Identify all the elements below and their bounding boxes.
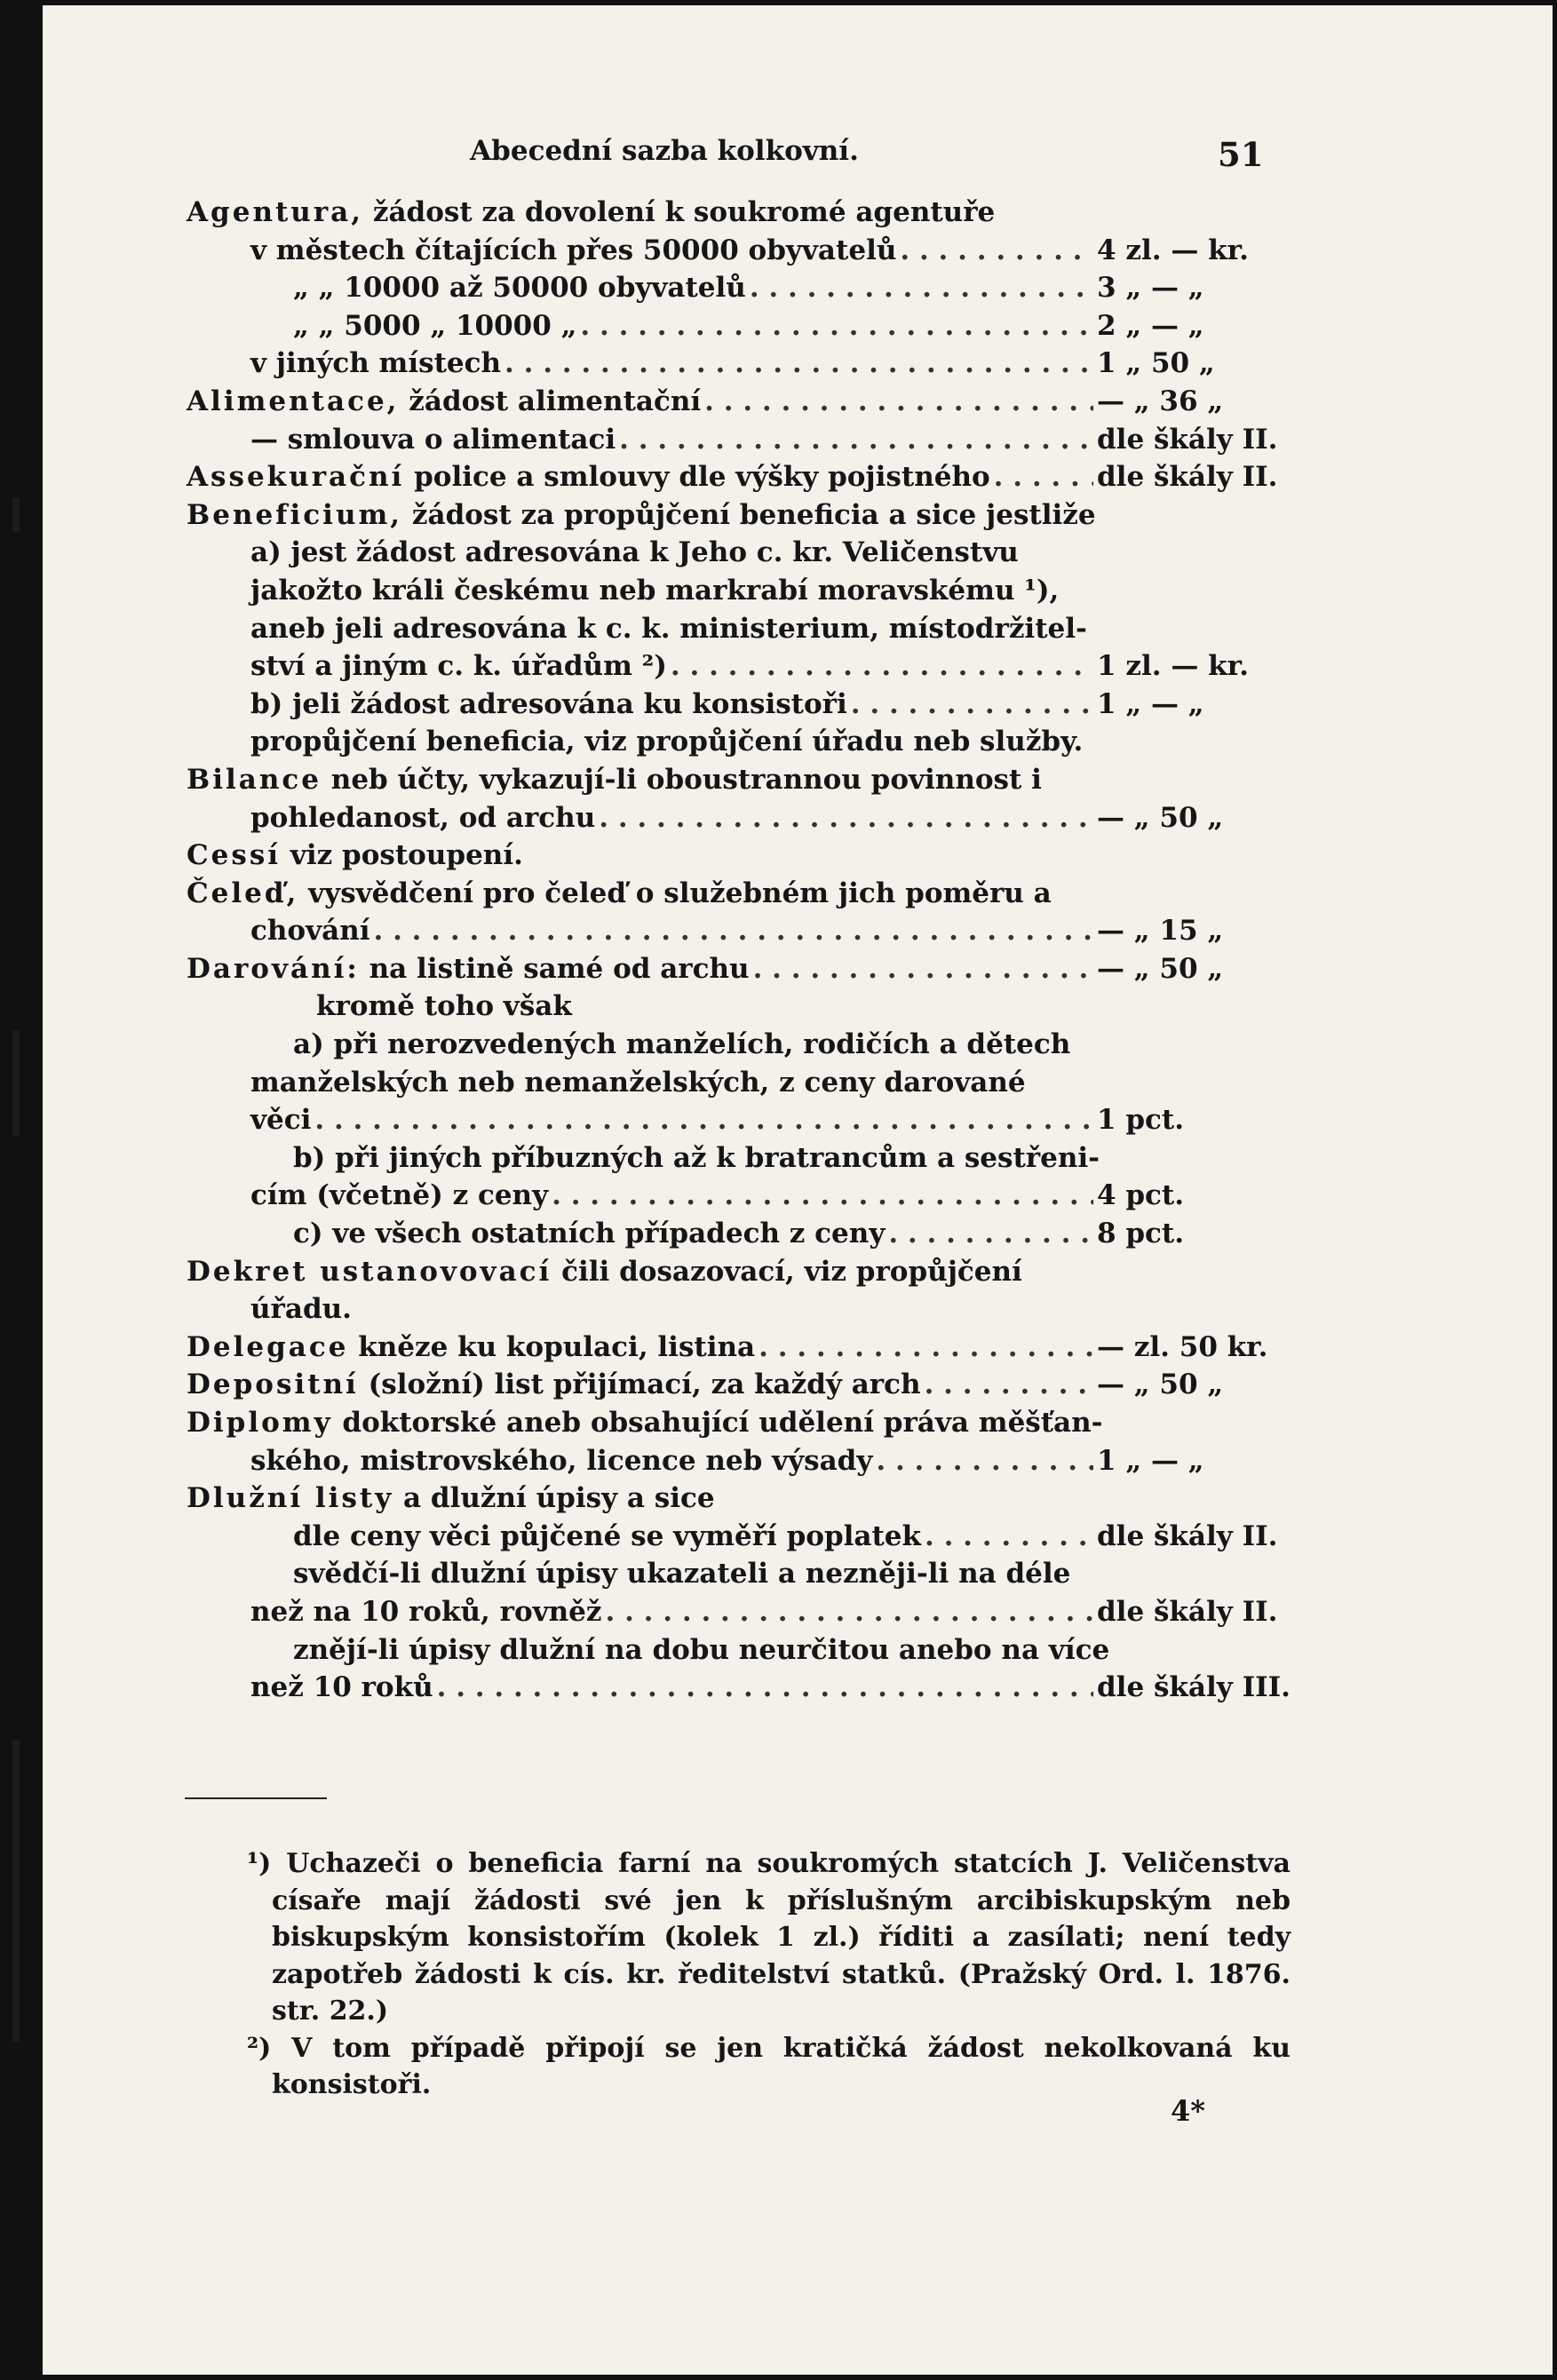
dot-leader <box>374 912 1093 950</box>
entry-line <box>187 610 1288 648</box>
dot-leader <box>704 383 1093 421</box>
entry-text <box>187 1253 1022 1291</box>
entry-description: chování <box>250 915 370 948</box>
entry-line <box>187 1253 1288 1291</box>
footnote <box>247 2030 1291 2104</box>
entry-headword: Darování: <box>187 952 360 985</box>
entry-description: znějí-li úpisy dlužní na dobu neurčitou anebo na více <box>293 1633 1110 1666</box>
entry-description: „ „ 5000 „ 10000 „ <box>293 309 577 342</box>
entry-description: „ „ 10000 až 50000 obyvatelů <box>293 272 746 305</box>
entry-description: cím (včetně) z ceny <box>250 1179 549 1212</box>
entry-amount: dle škály II. <box>1097 1519 1278 1552</box>
entry-description: c) ve všech ostatních případech z ceny <box>293 1218 886 1250</box>
entry-description: věci <box>250 1104 312 1137</box>
entry-text <box>293 1139 1100 1178</box>
entry-text <box>293 1631 1109 1670</box>
footnotes <box>247 1845 1291 2104</box>
footnote-text: Uchazeči o beneficia farní na soukromých statcích J. Veličenstva císaře mají žádosti své jen k příslušným arcibiskupským neb biskupským konsistořím (kolek 1 zl.) říditi a zasílati; není tedy zapotřeb žádosti k cís. kr. ředitelství statků. (Pražský Ord. l. 1876. str. 22.) <box>271 1848 1291 2027</box>
dot-leader <box>876 1442 1093 1480</box>
scan-edge-mark <box>12 1741 20 2043</box>
entry-headword: Delegace <box>187 1330 349 1363</box>
scan-edge-mark <box>12 1030 20 1137</box>
book-page <box>43 5 1553 2375</box>
dot-leader <box>759 1329 1093 1367</box>
dot-leader <box>619 421 1093 459</box>
entry-line <box>187 1555 1288 1593</box>
footnote-mark: ¹) <box>247 1848 272 1879</box>
entry-description: manželských neb nemanželských, z ceny darované <box>250 1066 1026 1099</box>
entry-text <box>187 761 1042 799</box>
entry-text <box>293 1518 921 1556</box>
entry-text <box>187 837 523 875</box>
entry-description: vysvědčení pro čeleď o služebném jich poměru a <box>298 877 1052 909</box>
dot-leader <box>671 647 1093 686</box>
entry-text <box>187 1480 715 1518</box>
entry-line <box>187 1480 1288 1518</box>
entry-description: na listině samé od archu <box>359 952 750 985</box>
dot-leader <box>437 1669 1093 1707</box>
entry-amount: 3 „ — „ <box>1097 272 1204 305</box>
signature-mark: 4* <box>1171 2094 1205 2128</box>
entry-line <box>187 1329 1288 1367</box>
entry-line <box>187 232 1288 270</box>
entry-line <box>187 1139 1288 1178</box>
entry-text <box>187 194 995 232</box>
entry-description: úřadu. <box>250 1293 352 1326</box>
entry-text <box>250 1101 311 1139</box>
page-number: 51 <box>1218 135 1264 174</box>
entry-text <box>293 1555 1070 1593</box>
entry-headword: Agentura, <box>187 196 364 228</box>
entry-text <box>293 269 746 307</box>
entry-headword: Dlužní listy <box>187 1482 394 1515</box>
entry-headword: Bilance <box>187 763 322 796</box>
entry-amount: dle škály II. <box>1097 461 1278 494</box>
entry-line <box>187 799 1288 837</box>
entry-description: dle ceny věci půjčené se vyměří poplatek <box>293 1519 922 1552</box>
entry-amount: — „ 50 „ <box>1097 952 1224 985</box>
entry-line <box>187 1177 1288 1215</box>
entry-headword: Diplomy <box>187 1407 333 1439</box>
scan-edge-mark <box>12 497 20 533</box>
entry-amount: dle škály II. <box>1097 1595 1278 1628</box>
dot-leader <box>580 307 1093 345</box>
entry-line <box>187 458 1288 496</box>
entry-line <box>187 1593 1288 1631</box>
entry-description: (složní) list přijímací, za každý arch <box>358 1368 921 1401</box>
entry-text <box>187 1329 755 1367</box>
entry-line <box>187 761 1288 799</box>
entry-line <box>187 345 1288 383</box>
dot-leader <box>994 458 1093 496</box>
entry-line <box>187 875 1288 913</box>
entry-amount: 1 pct. <box>1097 1104 1185 1137</box>
dot-leader <box>606 1593 1093 1631</box>
entry-description: v jiných místech <box>250 347 502 380</box>
footnote-rule <box>185 1797 327 1799</box>
entry-headword: Assekurační <box>187 461 405 494</box>
entry-description: jakožto králi českému neb markrabí moravskému ¹), <box>250 574 1060 607</box>
entry-line <box>187 912 1288 950</box>
entry-line <box>187 1101 1288 1139</box>
entry-line <box>187 723 1288 761</box>
entry-text <box>187 950 750 988</box>
entry-line <box>187 1404 1288 1442</box>
entry-description: ství a jiným c. k. úřadům ²) <box>250 650 667 683</box>
entry-text <box>187 496 1096 535</box>
dot-leader <box>552 1177 1093 1215</box>
entry-description: žádost za dovolení k soukromé agentuře <box>363 196 996 228</box>
entry-text <box>250 610 1087 648</box>
entry-text <box>293 1215 885 1253</box>
entry-description: než 10 roků <box>250 1671 433 1704</box>
entry-text <box>250 1290 352 1329</box>
entry-text <box>250 534 1019 572</box>
entry-description: žádost za propůjčení beneficia a sice jestliže <box>402 498 1096 531</box>
dot-leader <box>851 686 1093 724</box>
footnote-text: V tom případě připojí se jen kratičká žádost nekolkovaná ku konsistoři. <box>271 2032 1291 2100</box>
entry-line <box>187 534 1288 572</box>
entry-amount: 1 zl. — kr. <box>1097 650 1249 683</box>
entry-description: svědčí-li dlužní úpisy ukazateli a nezněji-li na déle <box>293 1558 1071 1591</box>
entry-description: žádost alimentační <box>399 385 702 417</box>
entry-text <box>250 572 1059 610</box>
footnote-mark: ²) <box>247 2032 272 2064</box>
entry-description: — smlouva o alimentaci <box>250 423 616 456</box>
entry-amount: — zl. 50 kr. <box>1097 1330 1268 1363</box>
running-header <box>43 135 1286 174</box>
entry-headword: Alimentace, <box>187 385 400 417</box>
entry-description: pohledanost, od archu <box>250 801 596 834</box>
entry-headword: Beneficium, <box>187 498 403 531</box>
dot-leader <box>753 950 1093 988</box>
entry-description: ského, mistrovského, licence neb výsady <box>250 1444 873 1477</box>
entry-description: a) jest žádost adresována k Jeho c. kr. Veličenstvu <box>250 536 1019 569</box>
entry-text <box>250 723 1083 761</box>
entry-description: aneb jeli adresována k c. k. ministerium, místodržitel- <box>250 612 1087 645</box>
entry-amount: — „ 15 „ <box>1097 915 1224 948</box>
entry-text <box>250 232 896 270</box>
entry-line <box>187 496 1288 535</box>
entry-text <box>293 1026 1070 1064</box>
dot-leader <box>925 1518 1093 1556</box>
entry-text <box>187 875 1052 913</box>
entry-line <box>187 1518 1288 1556</box>
entry-amount: dle škály II. <box>1097 423 1278 456</box>
entry-amount: 1 „ — „ <box>1097 1444 1204 1477</box>
entry-description: b) při jiných příbuzných až k bratrancům a sestřeni- <box>293 1141 1100 1174</box>
entry-line <box>187 1064 1288 1102</box>
entry-line <box>187 572 1288 610</box>
entry-text <box>250 799 595 837</box>
entry-line <box>187 1215 1288 1253</box>
entry-text <box>250 1669 433 1707</box>
entry-line <box>187 421 1288 459</box>
entry-line <box>187 194 1288 232</box>
entry-text <box>250 1442 872 1480</box>
entry-text <box>187 383 701 421</box>
entry-text <box>293 307 576 345</box>
dot-leader <box>314 1101 1093 1139</box>
entry-line <box>187 647 1288 686</box>
entry-description: police a smlouvy dle výšky pojistného <box>404 461 990 494</box>
entry-amount: 1 „ 50 „ <box>1097 347 1215 380</box>
entry-text <box>250 647 667 686</box>
dot-leader <box>504 345 1093 383</box>
entry-headword: Depositní <box>187 1368 359 1401</box>
entry-text <box>250 1064 1026 1102</box>
entry-line <box>187 988 1288 1026</box>
entry-line <box>187 1669 1291 1707</box>
entry-amount: 1 „ — „ <box>1097 687 1204 720</box>
entry-text <box>250 421 616 459</box>
entry-description: v městech čítajících přes 50000 obyvatelů <box>250 234 897 266</box>
entry-text <box>250 912 370 950</box>
entry-description: b) jeli žádost adresována ku konsistoři <box>250 687 847 720</box>
entry-line <box>187 269 1288 307</box>
entry-text <box>187 1366 921 1404</box>
entry-amount: 8 pct. <box>1097 1218 1185 1250</box>
entry-line <box>187 1290 1288 1329</box>
dot-leader <box>900 232 1093 270</box>
entry-headword: Čeleď, <box>187 877 299 909</box>
entry-description: a) při nerozvedených manželích, rodičích a dětech <box>293 1028 1071 1061</box>
entry-text <box>250 1177 548 1215</box>
dot-leader <box>599 799 1093 837</box>
entry-line <box>187 686 1288 724</box>
entry-text <box>187 1404 1103 1442</box>
entry-line <box>187 1442 1288 1480</box>
entry-amount: — „ 50 „ <box>1097 801 1224 834</box>
entry-description: doktorské aneb obsahující udělení práva měšťan- <box>332 1407 1103 1439</box>
header-title: Abecední sazba kolkovní. <box>470 135 859 167</box>
dot-leader <box>750 269 1093 307</box>
entry-description: viz postoupení. <box>281 839 523 872</box>
entry-headword: Dekret ustanovovací <box>187 1255 552 1288</box>
entry-text <box>250 1593 602 1631</box>
entry-line <box>187 1026 1288 1064</box>
entry-description: kněze ku kopulaci, listina <box>348 1330 756 1363</box>
entry-amount: — „ 50 „ <box>1097 1368 1224 1401</box>
entry-line <box>187 950 1288 988</box>
entry-line <box>187 1631 1288 1670</box>
entry-text <box>316 988 572 1026</box>
entry-text <box>250 345 501 383</box>
entry-line <box>187 1366 1288 1404</box>
entry-description: a dlužní úpisy a sice <box>393 1482 715 1515</box>
entry-description: než na 10 roků, rovněž <box>250 1595 602 1628</box>
entry-headword: Cessí <box>187 839 282 872</box>
entry-amount: — „ 36 „ <box>1097 385 1224 417</box>
entry-line <box>187 383 1288 421</box>
dot-leader <box>925 1366 1093 1404</box>
entry-line <box>187 307 1288 345</box>
entry-amount: 2 „ — „ <box>1097 309 1204 342</box>
entry-description: propůjčení beneficia, viz propůjčení úřadu neb služby. <box>250 726 1084 758</box>
entry-amount: dle škály III. <box>1097 1671 1291 1704</box>
entry-description: kromě toho však <box>316 990 572 1023</box>
entry-text <box>250 686 847 724</box>
entry-text <box>187 458 990 496</box>
footnote <box>247 1845 1291 2030</box>
entry-amount: 4 pct. <box>1097 1179 1185 1212</box>
dot-leader <box>888 1215 1093 1253</box>
entry-description: neb účty, vykazují-li oboustrannou povinnost i <box>321 763 1042 796</box>
entry-amount: 4 zl. — kr. <box>1097 234 1249 266</box>
entry-description: čili dosazovací, viz propůjčení <box>552 1255 1022 1288</box>
tariff-entries <box>187 194 1291 1707</box>
entry-line <box>187 837 1288 875</box>
